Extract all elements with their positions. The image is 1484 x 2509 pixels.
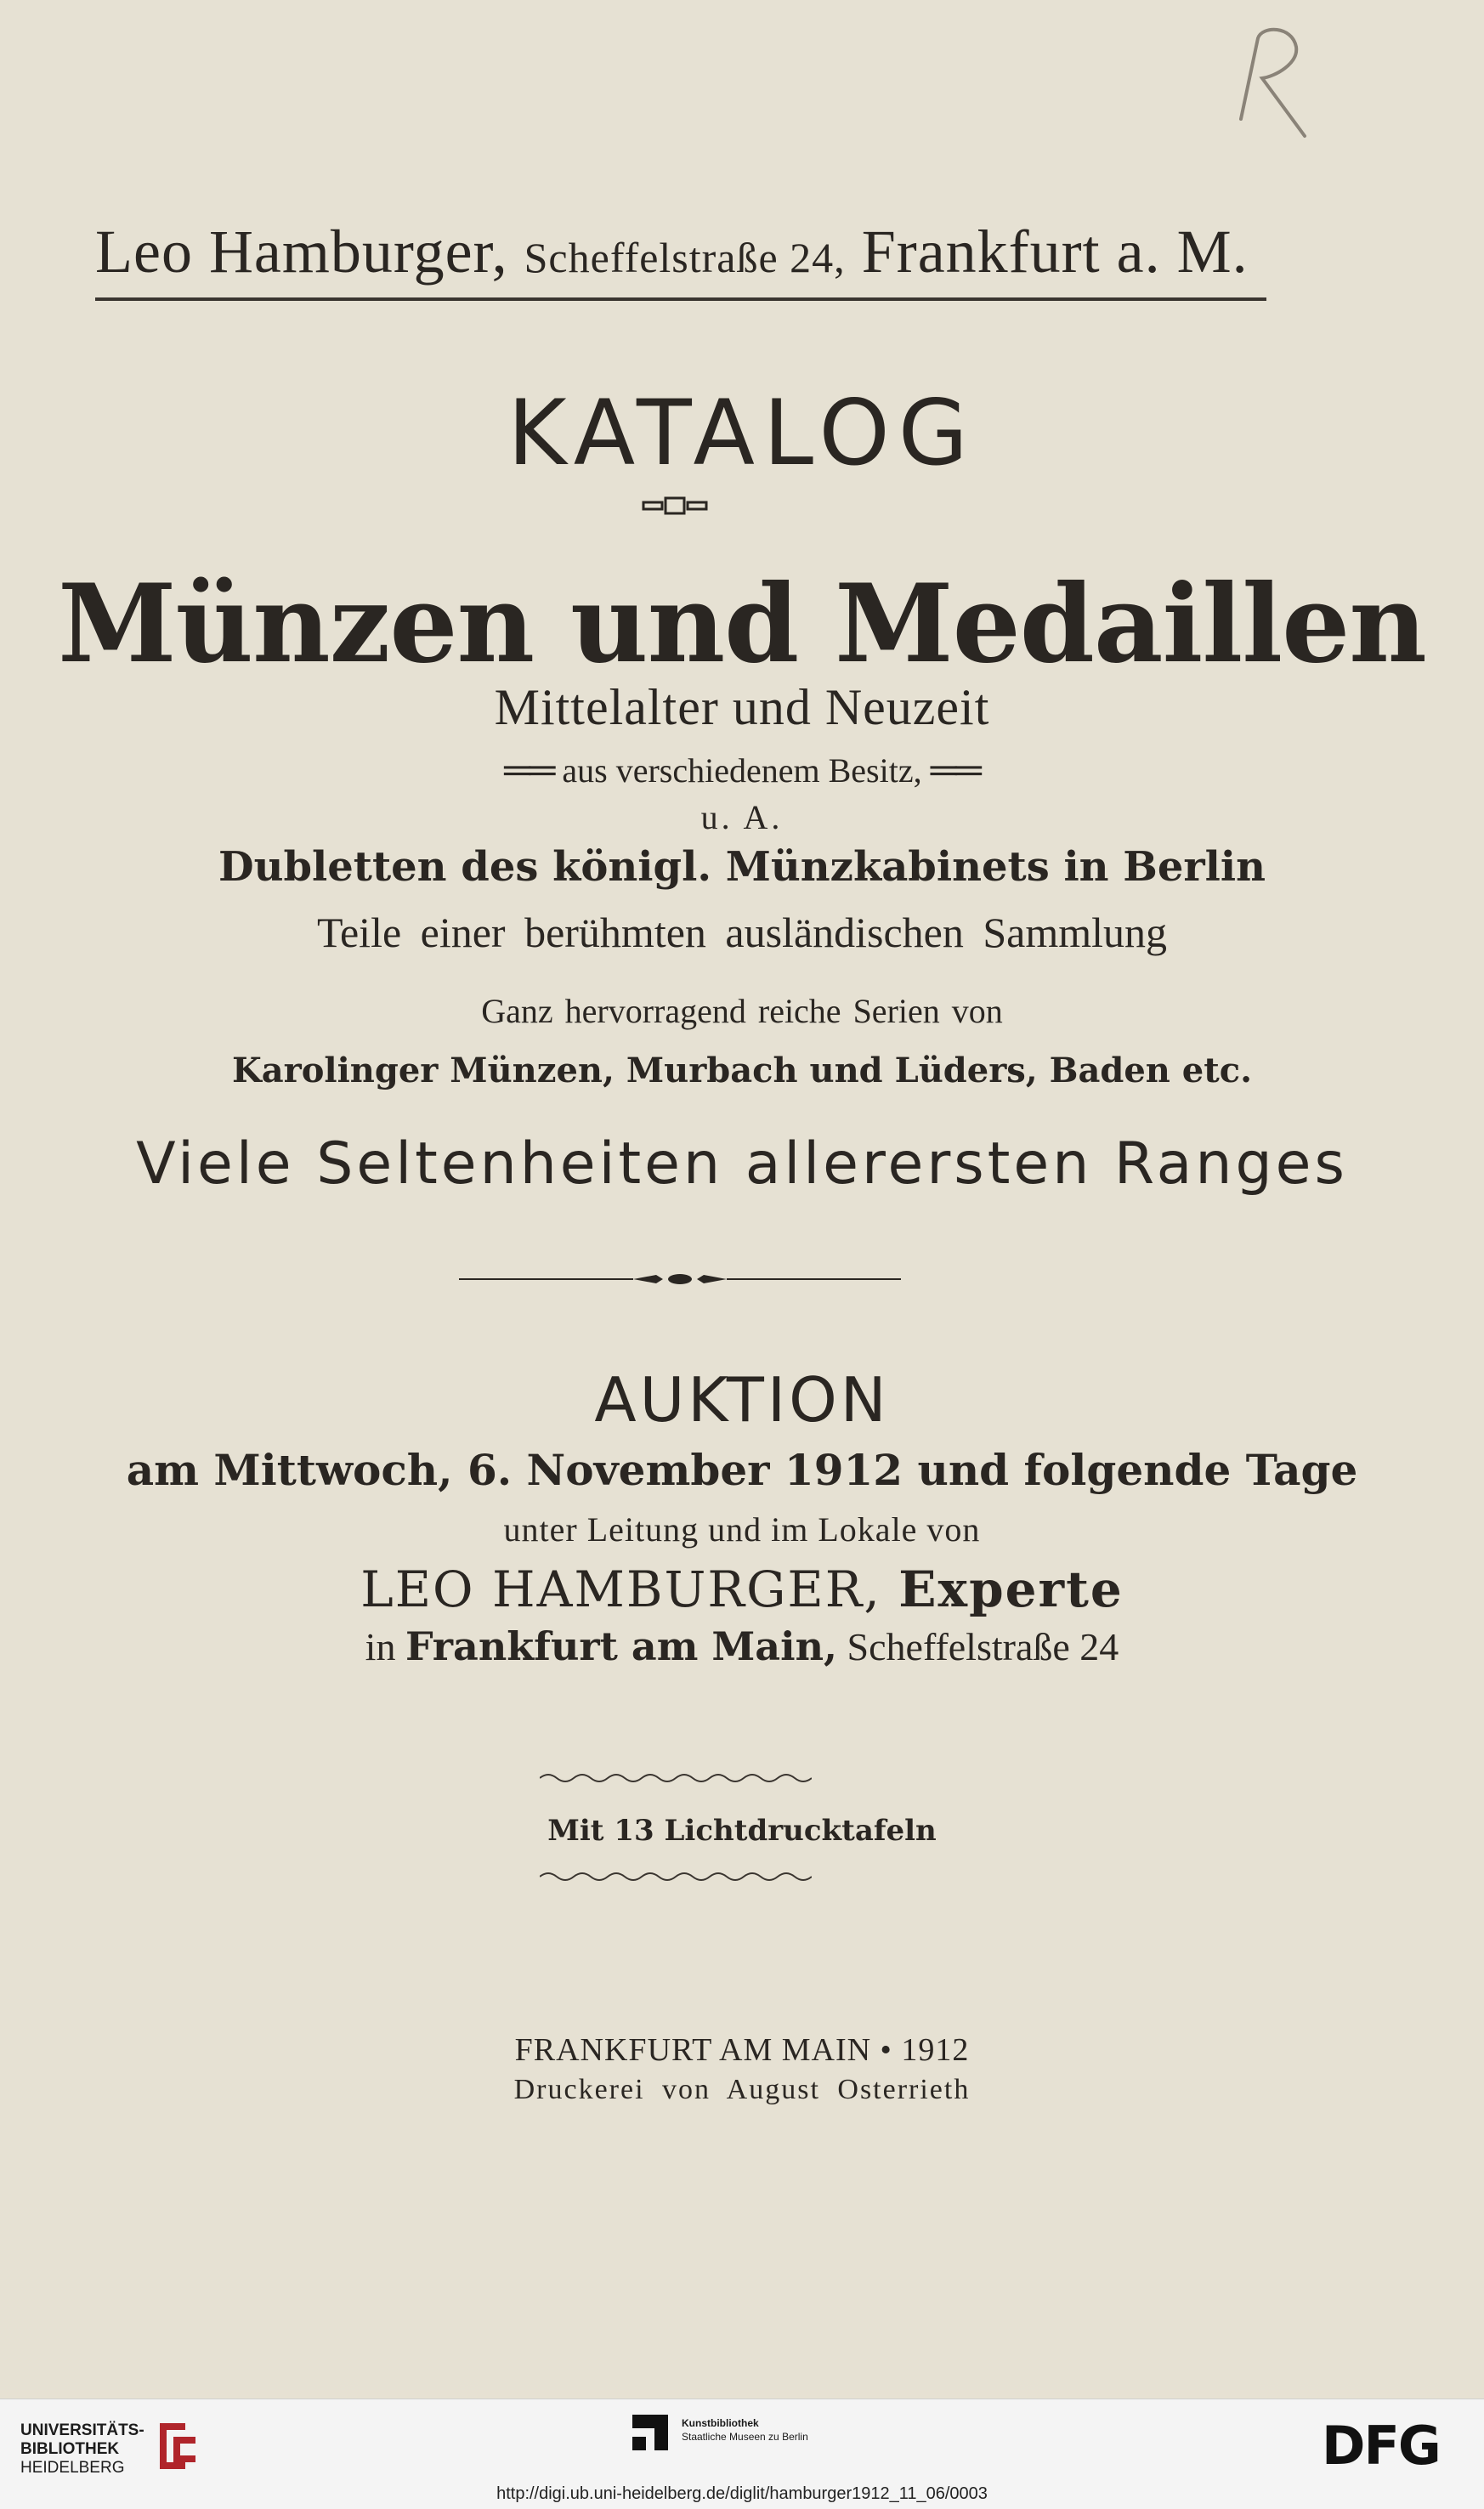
dfg-logo-icon[interactable] [1322, 2418, 1466, 2469]
ub-line2: BIBLIOTHEK [20, 2440, 120, 2458]
provenance-line [0, 748, 1484, 791]
expert-title: Experte [898, 1560, 1124, 1618]
location-prefix: in [365, 1625, 396, 1668]
auction-location [0, 1623, 1484, 1669]
expert-name: LEO HAMBURGER, [360, 1560, 881, 1618]
pencil-mark-text: R [1275, 136, 1276, 137]
publisher-name: Leo Hamburger, [95, 218, 508, 286]
auction-label: AUKTION [594, 1364, 890, 1436]
series-intro: Ganz hervorragend reiche Serien von [481, 992, 1003, 1030]
publisher-city: Frankfurt a. M. [861, 218, 1249, 286]
highlight-teile: Teile einer berühmten ausländischen Sammlung [316, 909, 1168, 956]
expert-line [0, 1560, 1484, 1618]
double-dash-left-icon: ══ [504, 749, 554, 790]
publisher-street: Scheffelstraße 24, [524, 234, 846, 281]
digitization-footer [0, 2399, 1484, 2509]
imprint-printer: Druckerei von August Osterrieth [513, 2074, 971, 2105]
ub-line3: HEIDELBERG [20, 2459, 125, 2477]
location-city: Frankfurt am Main, [405, 1623, 838, 1669]
series-list: Karolinger Münzen, Murbach und Lüders, Baden etc. [231, 1051, 1253, 1090]
ub-heidelberg-logo-text[interactable] [20, 2421, 144, 2478]
provenance-text: aus verschiedenem Besitz, [562, 751, 922, 790]
chain-ornament-icon [642, 496, 710, 516]
kunstbibliothek-logo-icon[interactable] [629, 2411, 671, 2454]
divider-ornament-icon [459, 1266, 901, 1292]
wavy-rule-bottom-icon [540, 1868, 812, 1885]
location-street: Scheffelstraße 24 [847, 1625, 1119, 1668]
imprint-place-year: FRANKFURT AM MAIN • 1912 [514, 2032, 970, 2068]
ub-heidelberg-logo-icon[interactable] [151, 2416, 204, 2476]
catalog-title: Münzen und Medaillen [58, 561, 1426, 687]
publisher-line [95, 217, 1268, 287]
auction-management: unter Leitung und im Lokale von [503, 1510, 981, 1549]
wavy-rule-top-icon [540, 1770, 812, 1787]
header-rule [95, 297, 1266, 301]
permalink-url[interactable]: http://digi.ub.uni-heidelberg.de/diglit/hamburger1912_11_06/0003 [496, 2484, 988, 2503]
ub-line1: UNIVERSITÄTS- [20, 2421, 144, 2439]
plates-note: Mit 13 Lichtdrucktafeln [547, 1814, 937, 1848]
kb-line2: Staatliche Museen zu Berlin [682, 2431, 808, 2443]
double-dash-right-icon: ══ [930, 749, 980, 790]
kb-line1: Kunstbibliothek [682, 2417, 759, 2429]
highlight-dubletten: Dubletten des königl. Münzkabinets in Berlin [218, 843, 1266, 891]
dfg-logo-text: DFG [1322, 2418, 1440, 2469]
catalog-subtitle: Mittelalter und Neuzeit [494, 679, 990, 735]
catalog-label: KATALOG [507, 381, 977, 485]
auction-date: am Mittwoch, 6. November 1912 und folgende Tage [126, 1445, 1358, 1495]
ua-line: u. A. [700, 798, 784, 836]
rarities-line: Viele Seltenheiten allerersten Ranges [136, 1130, 1348, 1198]
pencil-annotation [1224, 17, 1326, 144]
kunstbibliothek-text[interactable] [682, 2416, 808, 2444]
